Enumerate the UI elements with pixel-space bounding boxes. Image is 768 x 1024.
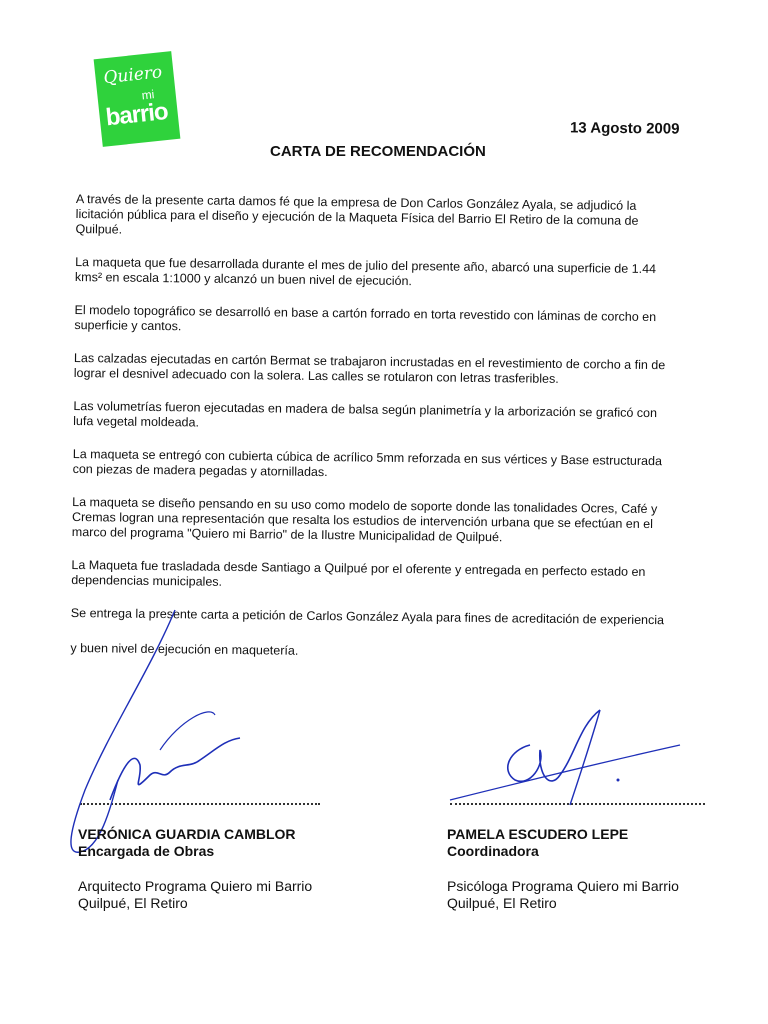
logo-line-quiero: Quiero — [102, 62, 164, 89]
signatory-location: Quilpué, El Retiro — [447, 895, 557, 911]
letter-title: CARTA DE RECOMENDACIÓN — [270, 143, 486, 160]
paragraph-8: La Maqueta fue trasladada desde Santiago a Quilpué por el oferente y entregada en perfecto estado en dependencias municipales. — [71, 557, 646, 589]
paragraph-4: Las calzadas ejecutadas en cartón Bermat se trabajaron incrustadas en el revestimiento de corcho a fin de lograr el desnivel adecuado con la solera. Las calles se rotularon con letras trasferibles. — [73, 350, 666, 386]
signatory-right — [447, 826, 679, 912]
signatory-left — [78, 826, 312, 912]
signatory-role: Coordinadora — [447, 843, 539, 859]
paragraph-6: La maqueta se entregó con cubierta cúbica de acrílico 5mm reforzada en sus vértices y Base estructurada con piezas de madera pegadas y atornilladas. — [72, 446, 663, 480]
signatory-org: Psicóloga Programa Quiero mi Barrio — [447, 878, 679, 894]
paragraph-1: A través de la presente carta damos fé que la empresa de Don Carlos González Ayala, se adjudicó la licitación pública para el diseño y ejecución de la Maqueta Física del Barrio El Retiro de la comuna de Quilpué. — [75, 192, 639, 237]
signatory-name: VERÓNICA GUARDIA CAMBLOR — [78, 826, 296, 842]
signatory-location: Quilpué, El Retiro — [78, 895, 188, 911]
paragraph-5: Las volumetrías fueron ejecutadas en madera de balsa según planimetría y la arborización se graficó con lufa vegetal moldeada. — [73, 398, 658, 430]
paragraph-2: La maqueta que fue desarrollada durante el mes de julio del presente año, abarcó una superficie de 1.44 kms² en escala 1:1000 y alcanzó un buen nivel de ejecución. — [74, 254, 657, 289]
signatory-name: PAMELA ESCUDERO LEPE — [447, 826, 629, 842]
paragraph-3: El modelo topográfico se desarrolló en base a cartón forrado en torta revestido con láminas de corcho en superficie y cantos. — [74, 302, 657, 334]
signatory-org: Arquitecto Programa Quiero mi Barrio — [78, 878, 313, 894]
signature-right-icon — [450, 705, 690, 815]
signatory-role: Encargada de Obras — [78, 843, 215, 859]
quiero-mi-barrio-logo — [94, 51, 181, 147]
paragraph-10: y buen nivel de ejecución en maquetería. — [70, 640, 299, 658]
paragraph-9: Se entrega la presente carta a petición de Carlos González Ayala para fines de acreditación de experiencia — [70, 605, 665, 628]
logo-line-barrio: barrio — [104, 97, 169, 132]
logo-line-mi: mi — [140, 87, 155, 103]
paragraph-7: La maqueta se diseño pensando en su uso como modelo de soporte donde las tonalidades Ocres, Café y Cremas logran una representación que resalta los estudios de intervención urbana que se efectúan en el marco del programa "Quiero mi Barrio" de la Ilustre Municipalidad de Quilpué. — [71, 494, 658, 545]
letter-date: 13 Agosto 2009 — [569, 119, 680, 138]
